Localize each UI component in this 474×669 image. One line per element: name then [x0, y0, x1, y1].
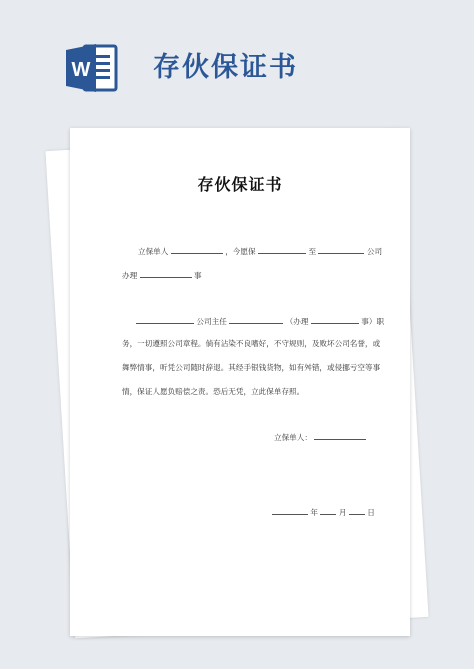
company-blank-2[interactable]: [136, 314, 194, 324]
guarantee-line-5: 舞弊情事，听凭公司随时辞退。其经手银钱货物，如有舛错，或侵挪亏空等事: [122, 363, 381, 372]
company-word: 公司: [366, 247, 383, 256]
matter-word: 事: [194, 271, 202, 280]
guarantee-line-2: [122, 268, 202, 282]
company-name-blank[interactable]: [318, 244, 364, 254]
year-word: 年: [310, 508, 319, 517]
word-icon: [62, 38, 122, 98]
day-blank[interactable]: [349, 505, 365, 515]
year-blank[interactable]: [272, 505, 308, 515]
document-page: [70, 128, 410, 636]
to-word: 至: [308, 247, 317, 256]
signature-line: [274, 430, 366, 444]
guaranteed-person-blank[interactable]: [258, 244, 306, 254]
duty-close-word: 事）职: [361, 317, 385, 326]
director-name-blank[interactable]: [229, 314, 283, 324]
day-word: 日: [367, 508, 375, 517]
guarantee-line-4: 务，一切遵照公司章程。倘有沾染不良嗜好，不守规则，及败坏公司名誉，或: [122, 339, 381, 348]
month-word: 月: [338, 508, 347, 517]
guarantee-line-1: [138, 244, 382, 258]
guarantor-name-blank[interactable]: [171, 244, 223, 254]
word-icon-letter: W: [71, 59, 91, 81]
duty-blank[interactable]: [311, 314, 359, 324]
signer-label: 立保单人：: [274, 433, 312, 442]
signer-blank[interactable]: [314, 430, 366, 440]
document-title: 存伙保证书: [197, 175, 283, 194]
header-title: 存伙保证书: [153, 52, 298, 83]
month-blank[interactable]: [320, 505, 336, 515]
header: [0, 0, 474, 120]
handle-word: 办理: [122, 271, 138, 280]
guarantee-line-3: [136, 314, 384, 328]
guarantee-phrase: ，今愿保: [225, 247, 256, 256]
handle-open-paren: （办理: [285, 317, 309, 326]
company-director-word: 公司主任: [196, 317, 227, 326]
date-line: [272, 505, 375, 519]
guarantee-line-6: 情，保证人愿负赔偿之责。恐后无凭，立此保单存照。: [122, 387, 305, 396]
matter-blank[interactable]: [140, 268, 192, 278]
signer-label-inline: 立保单人: [138, 247, 169, 256]
